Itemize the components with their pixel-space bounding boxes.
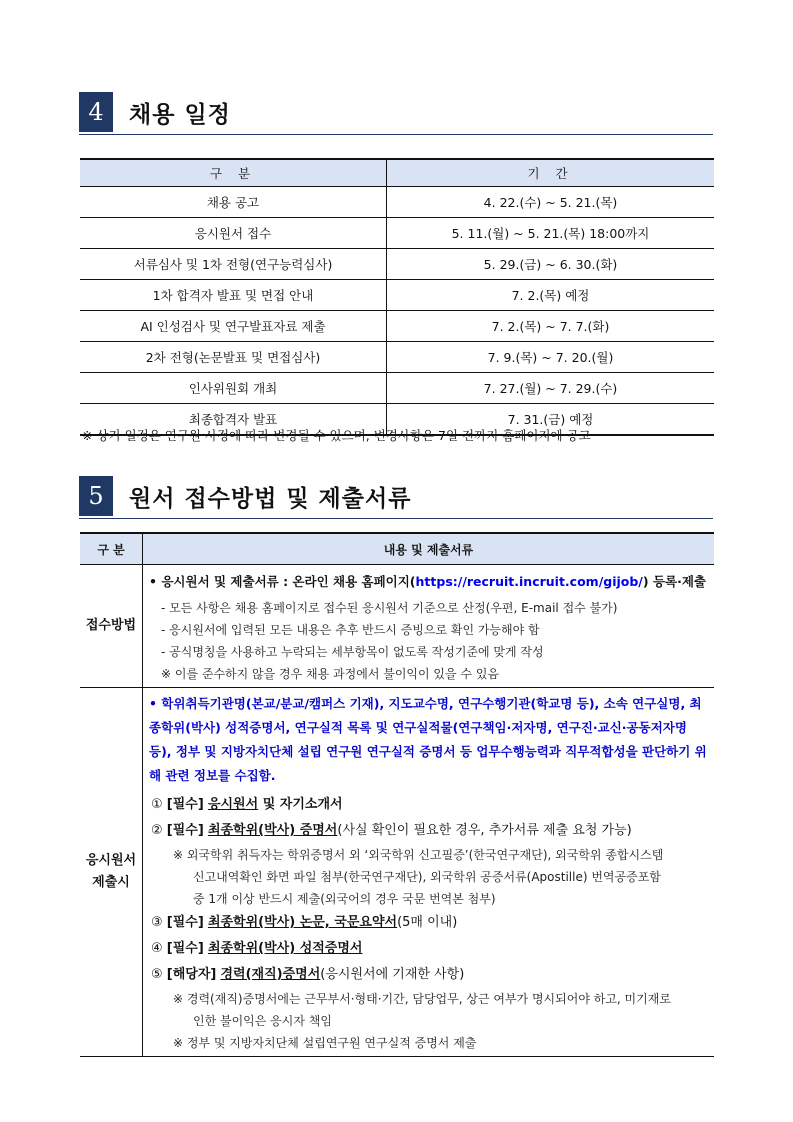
method-item: ※ 이를 준수하지 않을 경우 채용 과정에서 불이익이 있을 수 있음 [161,667,500,681]
note-line: ※ 정부 및 지방자치단체 설립연구원 연구실적 증명서 제출 [173,1036,477,1050]
method-lead-text: • 응시원서 및 제출서류 : 온라인 채용 홈페이지( [149,574,416,589]
row-label: 최종합격자 발표 [80,404,387,436]
document-item [149,818,710,844]
table-header-row [80,532,714,565]
item-number: ③ [151,915,163,930]
note-line: ※ 경력(재직)증명서에는 근무부서·형태·기간, 담당업무, 상근 여부가 명시되어야 하고, 미기재로 [173,992,671,1006]
method-lead [149,571,710,593]
section-4-header [79,92,713,135]
documents-table [80,532,714,1057]
schedule-table [80,158,714,436]
row-label: 채용 공고 [80,187,387,218]
item-number: ⑤ [151,967,163,982]
item-name: 경력(재직)증명서 [220,967,321,982]
document-item [149,962,710,988]
method-item: - 모든 사항은 채용 홈페이지로 접수된 응시원서 기준으로 산정(우편, E-mail 접수 불가) [161,601,618,615]
row-period: 7. 27.(월) ~ 7. 29.(수) [387,373,715,404]
documents-row [80,688,714,1057]
item-rest: (사실 확인이 필요한 경우, 추가서류 제출 요청 가능) [337,823,632,838]
row-period: 5. 11.(월) ~ 5. 21.(목) 18:00까지 [387,218,715,249]
note-line: 중 1개 이상 반드시 제출(외국어의 경우 국문 번역본 첨부) [193,892,496,906]
note-line: 인한 불이익은 응시자 책임 [193,1014,332,1028]
section-number: 4 [79,92,113,132]
item-tag: [필수] [166,915,204,930]
method-label: 접수방법 [80,565,143,687]
document-item [149,936,710,962]
row-period: 7. 2.(목) ~ 7. 7.(화) [387,311,715,342]
row-period: 7. 2.(목) 예정 [387,280,715,311]
item-name: 최종학위(박사) 논문, 국문요약서 [207,915,398,930]
documents-label-line2: 제출시 [92,875,130,890]
item-tag: [해당자] [166,967,217,982]
row-period: 5. 29.(금) ~ 6. 30.(화) [387,249,715,280]
table-row [80,218,714,249]
method-row [80,565,714,688]
item-number: ① [151,797,163,812]
header-category: 구 분 [80,159,387,187]
table-header-row [80,159,714,187]
item-name: 최종학위(박사) 성적증명서 [207,941,363,956]
note-line: 신고내역확인 화면 파일 첨부(한국연구재단), 외국학위 공증서류(Apostille) 번역공증포함 [193,870,661,884]
section-title: 채용 일정 [129,102,231,128]
table-row [80,373,714,404]
row-label: 인사위원회 개최 [80,373,387,404]
item-number: ② [151,823,163,838]
item-tag: [필수] [166,941,204,956]
item-rest: 및 자기소개서 [258,797,343,812]
document-item [149,910,710,936]
row-period: 7. 31.(금) 예정 [387,404,715,436]
documents-label-line1: 응시원서 [85,853,137,868]
recruit-url-link[interactable]: https://recruit.incruit.com/gijob/ [415,574,643,589]
item-name: 응시원서 [207,797,259,812]
table-row [80,311,714,342]
item-note [149,988,710,1054]
row-label: 서류심사 및 1차 전형(연구능력심사) [80,249,387,280]
row-label: AI 인성검사 및 연구발표자료 제출 [80,311,387,342]
item-rest: (5매 이내) [397,915,458,930]
table-row [80,187,714,218]
row-label: 2차 전형(논문발표 및 면접심사) [80,342,387,373]
item-note [149,844,710,910]
method-item: - 응시원서에 입력된 모든 내용은 추후 반드시 증빙으로 확인 가능해야 함 [161,623,540,637]
header-content: 내용 및 제출서류 [383,542,474,557]
row-period: 4. 22.(수) ~ 5. 21.(목) [387,187,715,218]
row-period: 7. 9.(목) ~ 7. 20.(월) [387,342,715,373]
note-line: ※ 외국학위 취득자는 학위증명서 외 ‘외국학위 신고필증’(한국연구재단), 외국학위 종합시스템 [173,848,664,862]
item-name: 최종학위(박사) 증명서 [207,823,338,838]
documents-content [143,688,714,1056]
documents-lead: • 학위취득기관명(본교/분교/캠퍼스 기재), 지도교수명, 연구수행기관(학교명 등), 소속 연구실명, 최종학위(박사) 성적증명서, 연구실적 목록 및 연구실적물(연구책임·저자명, 연구진·교신·공동저자명 등), 정부 및 지방자치단체 설립 연구원 연구실적 증명서 등 업무수행능력과 직무적합성을 판단하기 위해 관련 정보를 수집함. [149,696,707,783]
item-tag: [필수] [166,797,204,812]
item-tag: [필수] [166,823,204,838]
documents-label [80,688,143,1056]
header-category: 구 분 [80,534,143,564]
item-number: ④ [151,941,163,956]
table-row [80,342,714,373]
method-content [143,565,714,687]
section-title: 원서 접수방법 및 제출서류 [129,486,412,512]
header-period: 기 간 [387,159,715,187]
method-item: - 공식명칭을 사용하고 누락되는 세부항목이 없도록 작성기준에 맞게 작성 [161,645,544,659]
row-label: 1차 합격자 발표 및 면접 안내 [80,280,387,311]
item-rest: (응시원서에 기재한 사항) [320,967,465,982]
row-label: 응시원서 접수 [80,218,387,249]
table-row [80,249,714,280]
table-row [80,280,714,311]
section-5-header [79,476,713,519]
document-item [149,792,710,818]
method-lead-suffix: ) 등록·제출 [642,574,707,589]
schedule-note: ※ 상기 일정은 연구원 사정에 따라 변경될 수 있으며, 변경사항은 7일 전까지 홈페이지에 공고 [82,428,591,443]
section-number: 5 [79,476,113,516]
